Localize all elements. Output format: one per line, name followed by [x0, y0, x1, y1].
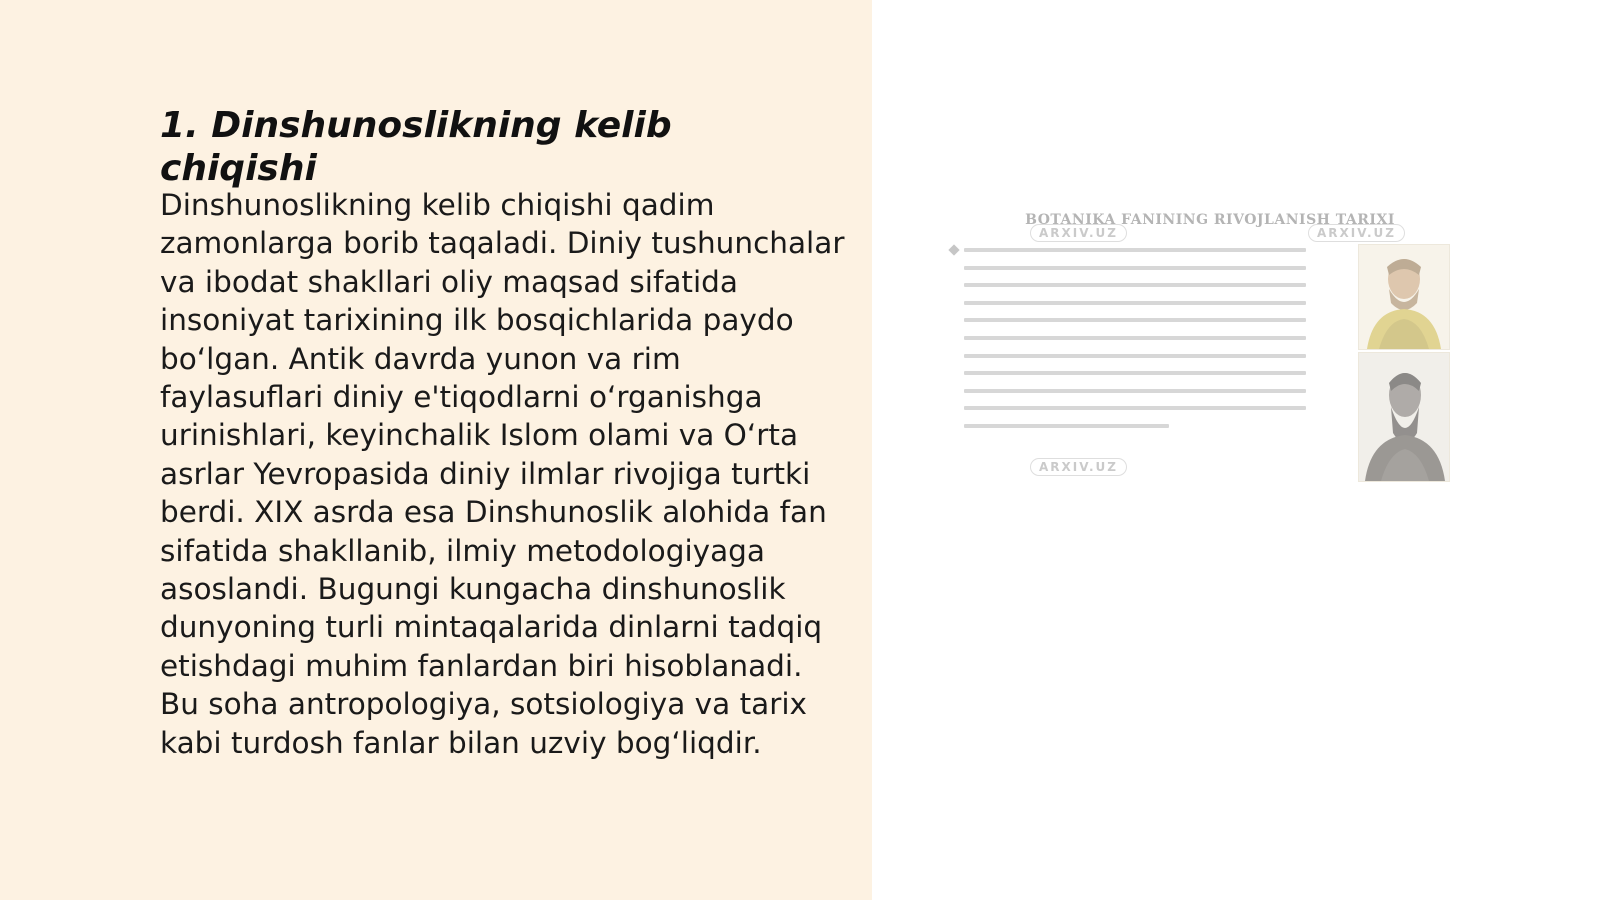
slide-title: 1. Dinshunoslikning kelib chiqishi: [160, 105, 672, 190]
text-line: [964, 389, 1306, 393]
portrait-image: [1358, 244, 1450, 350]
watermark: ARXIV.UZ: [1308, 224, 1405, 242]
bullet-icon: [948, 244, 959, 255]
document-text-lines: [964, 248, 1306, 442]
text-line: [964, 371, 1306, 375]
text-line: [964, 354, 1306, 358]
portrait-illustration: [1359, 353, 1449, 481]
watermark: ARXIV.UZ: [1030, 224, 1127, 242]
text-line: [964, 336, 1306, 340]
document-image: [950, 208, 1450, 484]
text-line: [964, 248, 1306, 252]
slide-body-text: Dinshunoslikning kelib chiqishi qadim zamonlarga borib taqaladi. Diniy tushunchalar va ibodat shakllari oliy maqsad sifatida insoniyat tarixining ilk bosqichlarida paydo bo‘lgan. Antik davrda yunon va rim faylasuflari diniy e'tiqodlarni o‘rganishga urinishlari, keyinchalik Islom olami va O‘rta asrlar Yevropasida diniy ilmlar rivojiga turtki berdi. XIX asrda esa Dinshunoslik alohida fan sifatida shakllanib, ilmiy metodologiyaga asoslandi. Bugungi kungacha dinshunoslik dunyoning turli mintaqalarida dinlarni tadqiq etishdagi muhim fanlardan biri hisoblanadi. Bu soha antropologiya, sotsiologiya va tarix kabi turdosh fanlar bilan uzviy bog‘liqdir.: [160, 188, 845, 760]
portrait-image: [1358, 352, 1450, 482]
watermark: ARXIV.UZ: [1030, 458, 1127, 476]
text-line: [964, 318, 1306, 322]
portrait-illustration: [1359, 245, 1449, 349]
text-line: [964, 266, 1306, 270]
text-line: [964, 301, 1306, 305]
text-line: [964, 283, 1306, 287]
text-line: [964, 406, 1306, 410]
document-image-heading: BOTANIKA FANINING RIVOJLANISH TARIXI: [1025, 212, 1395, 228]
text-line: [964, 424, 1169, 428]
